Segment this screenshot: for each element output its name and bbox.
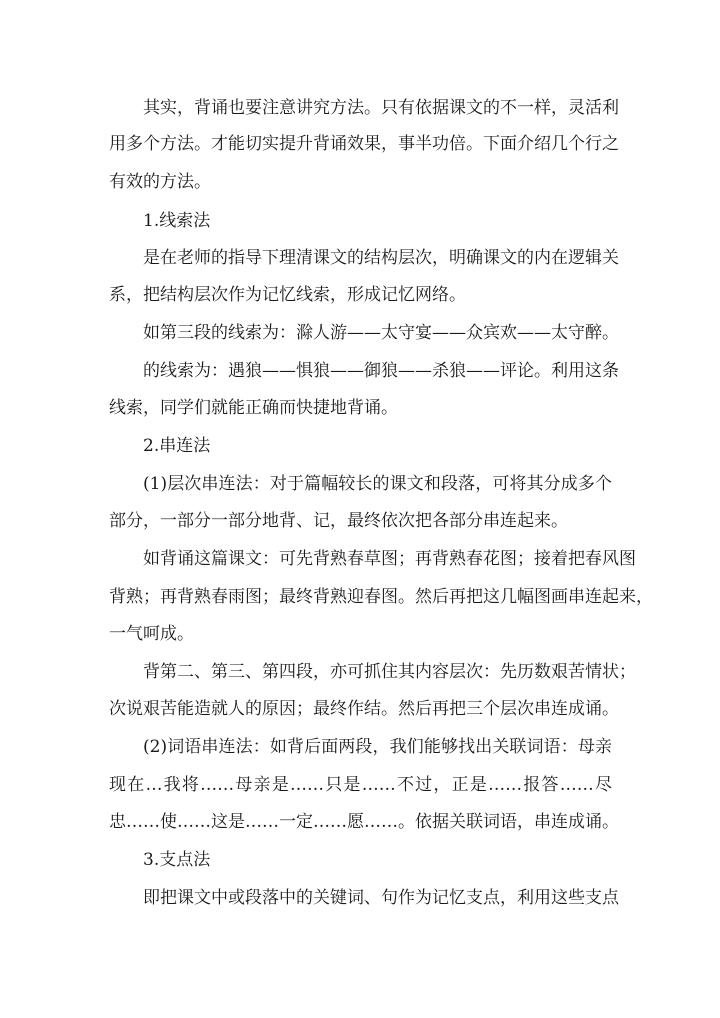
text-line: 即把课文中或段落中的关键词、句作为记忆支点，利用这些支点 — [143, 888, 619, 908]
text-line: 线索，同学们就能正确而快捷地背诵。 — [109, 398, 398, 418]
text-line: 是在老师的指导下理清课文的结构层次，明确课文的内在逻辑关 — [143, 248, 619, 268]
text-line: 一气呵成。 — [109, 624, 194, 644]
text-line: 2.串连法 — [143, 436, 211, 456]
text-line: 部分，一部分一部分地背、记，最终依次把各部分串连起来。 — [109, 511, 568, 531]
text-line: (1)层次串连法：对于篇幅较长的课文和段落，可将其分成多个 — [143, 474, 612, 494]
text-line: 的线索为：遇狼——惧狼——御狼——杀狼——评论。利用这条 — [143, 361, 619, 381]
text-line: 背第二、第三、第四段，亦可抓住其内容层次：先历数艰苦情状； — [143, 662, 636, 682]
text-line: 3.支点法 — [143, 850, 211, 870]
text-line: 背熟；再背熟春雨图；最终背熟迎春图。然后再把这几幅图画串连起来， — [109, 587, 653, 607]
text-line: 有效的方法。 — [109, 172, 211, 192]
text-line: 系，把结构层次作为记忆线索，形成记忆网络。 — [109, 285, 466, 305]
text-line: 其实，背诵也要注意讲究方法。只有依据课文的不一样，灵活利 — [143, 98, 619, 118]
text-line: 次说艰苦能造就人的原因；最终作结。然后再把三个层次串连成诵。 — [109, 699, 619, 719]
text-line: 如背诵这篇课文：可先背熟春草图；再背熟春花图；接着把春风图 — [143, 549, 636, 569]
text-line: 现在…我将……母亲是……只是……不过，正是……报答……尽 — [109, 775, 612, 795]
text-line: (2)词语串连法：如背后面两段，我们能够找出关联词语：母亲 — [143, 737, 612, 757]
text-line: 用多个方法。才能切实提升背诵效果，事半功倍。下面介绍几个行之 — [109, 134, 619, 154]
text-line: 忠……使……这是……一定……愿……。依据关联词语，串连成诵。 — [109, 812, 619, 832]
text-line: 如第三段的线索为：滁人游——太守宴——众宾欢——太守醉。 — [143, 323, 619, 343]
text-line: 1.线索法 — [143, 211, 211, 231]
